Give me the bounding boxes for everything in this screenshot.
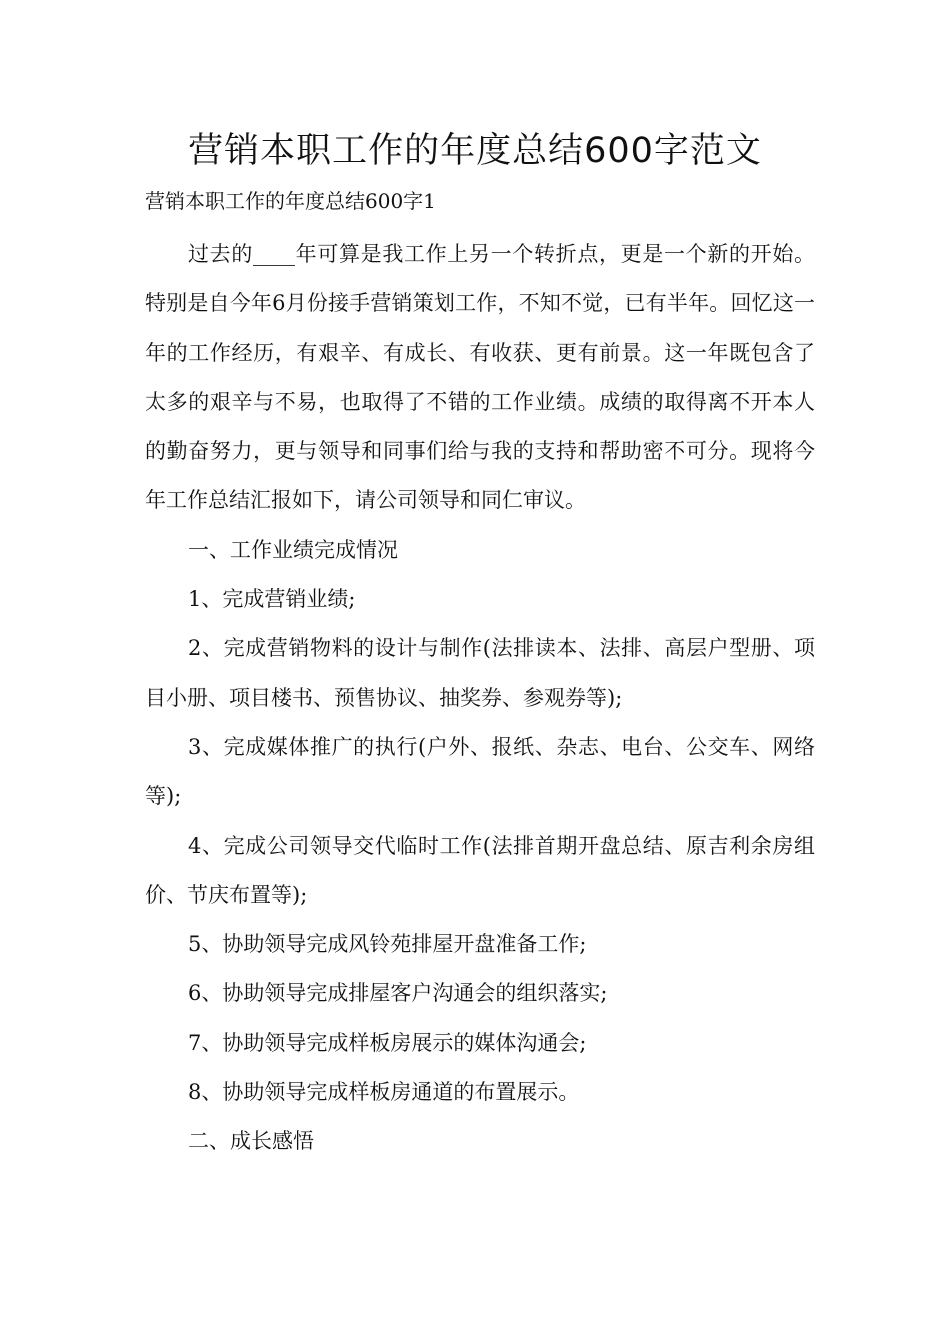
list-item: 8、协助领导完成样板房通道的布置展示。 bbox=[188, 1080, 580, 1105]
document-title: 营销本职工作的年度总结600字范文 bbox=[188, 131, 762, 171]
list-item: 2、完成营销物料的设计与制作(法排读本、法排、高层户型册、项目小册、项目楼书、预售协议、抽奖券、参观券等); bbox=[145, 636, 815, 710]
document-subtitle: 营销本职工作的年度总结600字1 bbox=[145, 189, 436, 213]
list-item: 4、完成公司领导交代临时工作(法排首期开盘总结、原吉利余房组价、节庆布置等); bbox=[145, 833, 815, 907]
list-item: 3、完成媒体推广的执行(户外、报纸、杂志、电台、公交车、网络等); bbox=[145, 734, 815, 809]
list-item: 1、完成营销业绩; bbox=[188, 587, 356, 612]
section-heading-performance: 一、工作业绩完成情况 bbox=[188, 537, 398, 562]
section-heading-growth: 二、成长感悟 bbox=[188, 1129, 314, 1154]
list-item: 5、协助领导完成风铃苑排屋开盘准备工作; bbox=[188, 932, 587, 957]
list-item: 7、协助领导完成样板房展示的媒体沟通会; bbox=[188, 1030, 587, 1055]
document-body bbox=[145, 230, 815, 1167]
intro-paragraph: 过去的____年可算是我工作上另一个转折点，更是一个新的开始。特别是自今年6月份接手营销策划工作，不知不觉，已有半年。回忆这一年的工作经历，有艰辛、有成长、有收获、更有前景。这一年既包含了太多的艰辛与不易，也取得了不错的工作业绩。成绩的取得离不开本人的勤奋努力，更与领导和同事们给与我的支持和帮助密不可分。现将今年工作总结汇报如下，请公司领导和同仁审议。 bbox=[145, 242, 815, 513]
list-item: 6、协助领导完成排屋客户沟通会的组织落实; bbox=[188, 981, 608, 1006]
